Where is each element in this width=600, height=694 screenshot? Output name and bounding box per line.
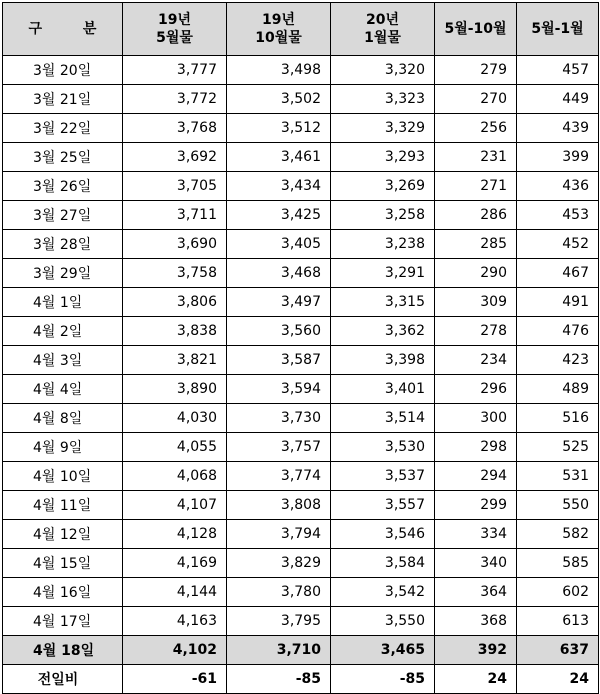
- cell-oct: 3,730: [227, 404, 331, 433]
- cell-may-oct: 256: [435, 114, 517, 143]
- cell-oct: 3,774: [227, 462, 331, 491]
- cell-may-jan: 585: [517, 549, 599, 578]
- cell-may-jan: 637: [517, 636, 599, 665]
- cell-oct: 3,405: [227, 230, 331, 259]
- cell-may-oct: 368: [435, 607, 517, 636]
- cell-may: 3,692: [123, 143, 227, 172]
- table-row: [3, 230, 599, 259]
- cell-oct: 3,468: [227, 259, 331, 288]
- cell-may: 3,711: [123, 201, 227, 230]
- header-jan-month: 1월물: [364, 30, 401, 46]
- cell-may: 3,777: [123, 56, 227, 85]
- row-date: 3월 20일: [3, 56, 123, 85]
- cell-jan: 3,315: [331, 288, 435, 317]
- cell-oct: 3,795: [227, 607, 331, 636]
- row-date: 3월 27일: [3, 201, 123, 230]
- cell-may-oct: 279: [435, 56, 517, 85]
- cell-may-jan: 516: [517, 404, 599, 433]
- table-row: [3, 317, 599, 346]
- cell-oct: 3,794: [227, 520, 331, 549]
- cell-may: 4,128: [123, 520, 227, 549]
- cell-may-jan: 602: [517, 578, 599, 607]
- cell-jan: 3,362: [331, 317, 435, 346]
- futures-price-table: [2, 2, 599, 694]
- cell-may: 3,690: [123, 230, 227, 259]
- row-date: 4월 16일: [3, 578, 123, 607]
- cell-oct: 3,434: [227, 172, 331, 201]
- cell-jan: 3,537: [331, 462, 435, 491]
- table-body: [3, 56, 599, 694]
- row-date: 4월 9일: [3, 433, 123, 462]
- cell-jan: 3,465: [331, 636, 435, 665]
- row-date: 4월 17일: [3, 607, 123, 636]
- table-row: [3, 462, 599, 491]
- cell-jan: 3,269: [331, 172, 435, 201]
- cell-may: 3,705: [123, 172, 227, 201]
- header-oct-year: 19년: [261, 12, 295, 28]
- cell-may-oct: 364: [435, 578, 517, 607]
- cell-oct: -85: [227, 665, 331, 694]
- cell-oct: 3,710: [227, 636, 331, 665]
- header-may-year: 19년: [157, 12, 191, 28]
- cell-jan: 3,320: [331, 56, 435, 85]
- row-date: 3월 25일: [3, 143, 123, 172]
- cell-may-oct: 309: [435, 288, 517, 317]
- cell-may-jan: 439: [517, 114, 599, 143]
- cell-oct: 3,587: [227, 346, 331, 375]
- cell-oct: 3,512: [227, 114, 331, 143]
- header-category: 구 분: [3, 3, 123, 56]
- header-jan-contract: [331, 3, 435, 56]
- cell-may-oct: 231: [435, 143, 517, 172]
- table-header: [3, 3, 599, 56]
- cell-may-jan: 24: [517, 665, 599, 694]
- table-row-daily-change: [3, 665, 599, 694]
- cell-may-oct: 294: [435, 462, 517, 491]
- header-jan-year: 20년: [365, 12, 399, 28]
- header-oct-month: 10월물: [255, 30, 302, 46]
- cell-may-oct: 271: [435, 172, 517, 201]
- cell-jan: 3,329: [331, 114, 435, 143]
- table-row: [3, 172, 599, 201]
- cell-may-oct: 298: [435, 433, 517, 462]
- cell-may-oct: 299: [435, 491, 517, 520]
- table-row: [3, 259, 599, 288]
- cell-may: 3,806: [123, 288, 227, 317]
- cell-oct: 3,829: [227, 549, 331, 578]
- table-row: [3, 201, 599, 230]
- table-row: [3, 607, 599, 636]
- row-date: 3월 21일: [3, 85, 123, 114]
- cell-may-jan: 550: [517, 491, 599, 520]
- cell-may-oct: 340: [435, 549, 517, 578]
- cell-may: 4,030: [123, 404, 227, 433]
- cell-jan: 3,542: [331, 578, 435, 607]
- cell-jan: 3,550: [331, 607, 435, 636]
- cell-oct: 3,560: [227, 317, 331, 346]
- cell-may-oct: 296: [435, 375, 517, 404]
- table-row: [3, 433, 599, 462]
- cell-oct: 3,780: [227, 578, 331, 607]
- cell-may: -61: [123, 665, 227, 694]
- cell-jan: 3,514: [331, 404, 435, 433]
- cell-may-jan: 449: [517, 85, 599, 114]
- cell-may-jan: 467: [517, 259, 599, 288]
- row-date: 4월 12일: [3, 520, 123, 549]
- cell-may-oct: 392: [435, 636, 517, 665]
- row-date: 3월 28일: [3, 230, 123, 259]
- cell-may-oct: 334: [435, 520, 517, 549]
- table-row-latest: [3, 636, 599, 665]
- cell-oct: 3,461: [227, 143, 331, 172]
- cell-jan: 3,546: [331, 520, 435, 549]
- cell-may: 3,758: [123, 259, 227, 288]
- table-row: [3, 549, 599, 578]
- cell-may: 4,169: [123, 549, 227, 578]
- cell-may-jan: 399: [517, 143, 599, 172]
- cell-may-jan: 452: [517, 230, 599, 259]
- cell-oct: 3,808: [227, 491, 331, 520]
- cell-may-oct: 278: [435, 317, 517, 346]
- cell-may-jan: 489: [517, 375, 599, 404]
- cell-jan: 3,323: [331, 85, 435, 114]
- cell-oct: 3,425: [227, 201, 331, 230]
- header-may-month: 5월물: [156, 30, 193, 46]
- row-date: 3월 26일: [3, 172, 123, 201]
- header-row: [3, 3, 599, 56]
- row-date: 4월 4일: [3, 375, 123, 404]
- row-date: 4월 10일: [3, 462, 123, 491]
- row-date: 4월 2일: [3, 317, 123, 346]
- cell-may-oct: 234: [435, 346, 517, 375]
- cell-jan: 3,238: [331, 230, 435, 259]
- cell-may: 3,768: [123, 114, 227, 143]
- cell-may: 3,821: [123, 346, 227, 375]
- cell-oct: 3,757: [227, 433, 331, 462]
- table-row: [3, 85, 599, 114]
- cell-may-jan: 531: [517, 462, 599, 491]
- cell-may-jan: 423: [517, 346, 599, 375]
- cell-may-jan: 525: [517, 433, 599, 462]
- table-row: [3, 491, 599, 520]
- cell-may: 4,102: [123, 636, 227, 665]
- cell-may: 4,107: [123, 491, 227, 520]
- table-row: [3, 114, 599, 143]
- cell-may: 3,890: [123, 375, 227, 404]
- cell-jan: 3,293: [331, 143, 435, 172]
- cell-may: 4,144: [123, 578, 227, 607]
- cell-may: 4,068: [123, 462, 227, 491]
- cell-jan: 3,258: [331, 201, 435, 230]
- table-row: [3, 578, 599, 607]
- cell-may-oct: 286: [435, 201, 517, 230]
- cell-oct: 3,498: [227, 56, 331, 85]
- row-date: 4월 1일: [3, 288, 123, 317]
- cell-may-jan: 476: [517, 317, 599, 346]
- table-row: [3, 346, 599, 375]
- cell-oct: 3,502: [227, 85, 331, 114]
- cell-may-jan: 613: [517, 607, 599, 636]
- header-may-contract: [123, 3, 227, 56]
- table-row: [3, 375, 599, 404]
- table-row: [3, 520, 599, 549]
- cell-may-oct: 270: [435, 85, 517, 114]
- cell-may-oct: 24: [435, 665, 517, 694]
- cell-may-jan: 457: [517, 56, 599, 85]
- table-row: [3, 56, 599, 85]
- cell-may-jan: 436: [517, 172, 599, 201]
- cell-may: 3,838: [123, 317, 227, 346]
- cell-may-oct: 300: [435, 404, 517, 433]
- row-date: 4월 3일: [3, 346, 123, 375]
- cell-may-jan: 453: [517, 201, 599, 230]
- cell-may-jan: 491: [517, 288, 599, 317]
- row-date: 3월 29일: [3, 259, 123, 288]
- cell-jan: 3,530: [331, 433, 435, 462]
- cell-oct: 3,497: [227, 288, 331, 317]
- header-may-jan-spread: 5월-1월: [517, 3, 599, 56]
- row-label-change: 전일비: [3, 665, 123, 694]
- header-may-oct-spread: 5월-10월: [435, 3, 517, 56]
- row-date: 3월 22일: [3, 114, 123, 143]
- table-row: [3, 288, 599, 317]
- row-date: 4월 18일: [3, 636, 123, 665]
- cell-jan: 3,291: [331, 259, 435, 288]
- row-date: 4월 8일: [3, 404, 123, 433]
- cell-jan: 3,398: [331, 346, 435, 375]
- cell-may: 3,772: [123, 85, 227, 114]
- cell-jan: -85: [331, 665, 435, 694]
- table-row: [3, 404, 599, 433]
- cell-oct: 3,594: [227, 375, 331, 404]
- cell-may-oct: 285: [435, 230, 517, 259]
- cell-may: 4,055: [123, 433, 227, 462]
- cell-jan: 3,584: [331, 549, 435, 578]
- cell-jan: 3,401: [331, 375, 435, 404]
- header-oct-contract: [227, 3, 331, 56]
- cell-jan: 3,557: [331, 491, 435, 520]
- cell-may-jan: 582: [517, 520, 599, 549]
- cell-may-oct: 290: [435, 259, 517, 288]
- cell-may: 4,163: [123, 607, 227, 636]
- row-date: 4월 11일: [3, 491, 123, 520]
- row-date: 4월 15일: [3, 549, 123, 578]
- table-row: [3, 143, 599, 172]
